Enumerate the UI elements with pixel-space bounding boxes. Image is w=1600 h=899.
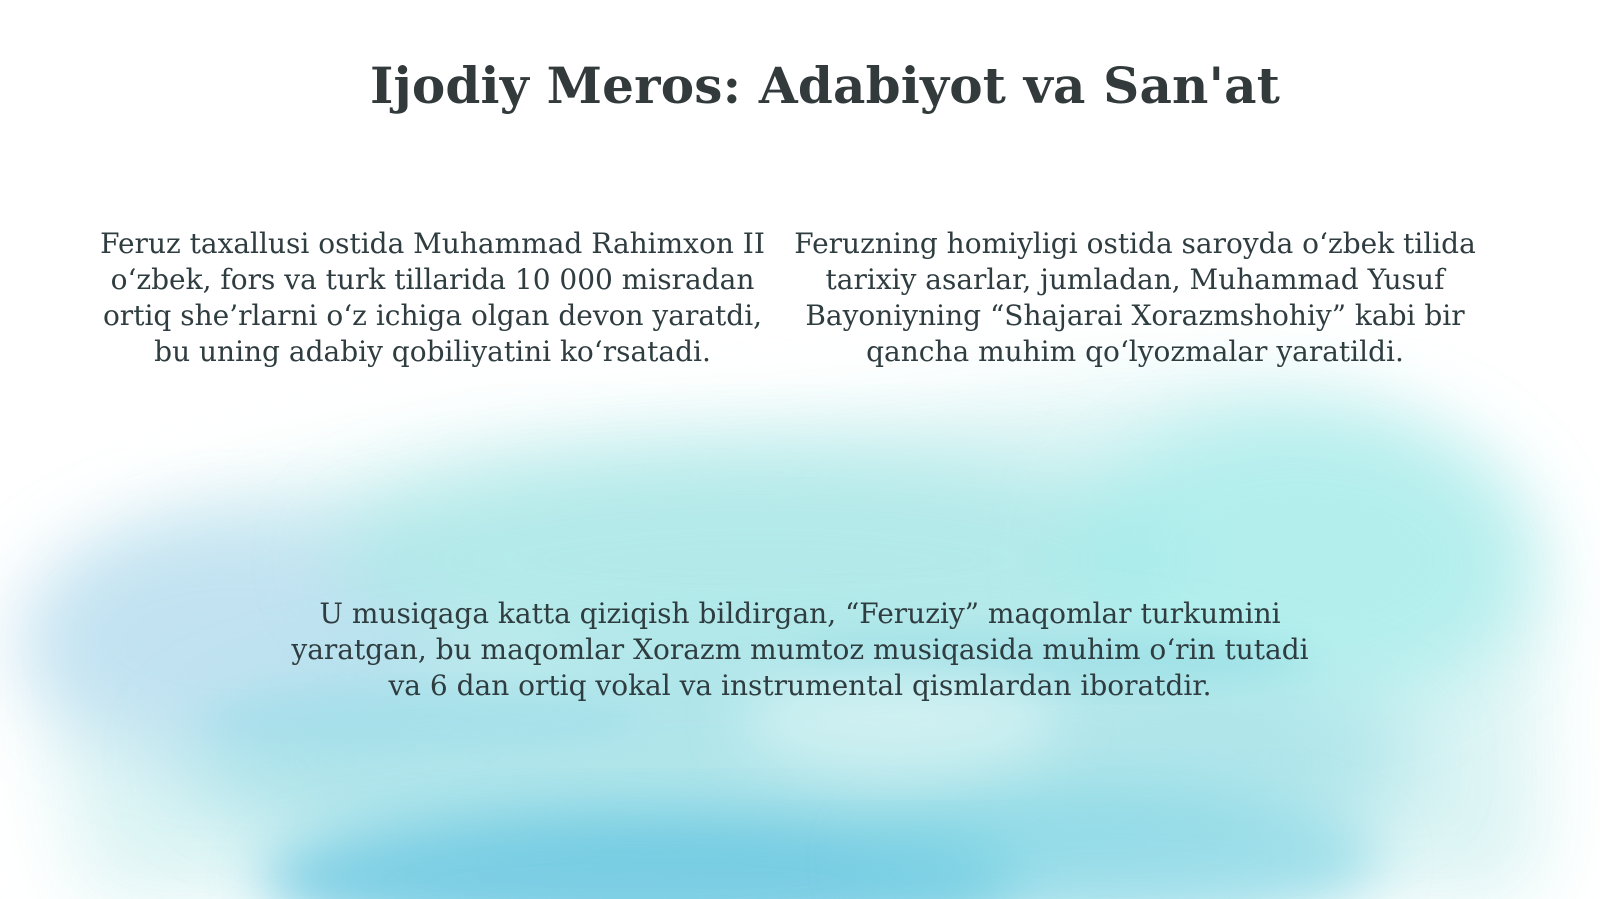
paragraph-music: U musiqaga katta qiziqish bildirgan, “Feruziy” maqomlar turkumini yaratgan, bu maqomlar Xorazm mumtoz musiqasida muhim o‘rin tutadi va 6 dan ortiq vokal va instrumental qismlardan iboratdir. (291, 597, 1309, 702)
slide-title: Ijodiy Meros: Adabiyot va San'at (369, 56, 1281, 115)
paragraph-manuscripts: Feruzning homiyligi ostida saroyda o‘zbek tilida tarixiy asarlar, jumladan, Muhammad Yusuf Bayoniyning “Shajarai Xorazmshohiy” kabi bir qancha muhim qo‘lyozmalar yaratildi. (794, 227, 1476, 368)
paragraph-literature: Feruz taxallusi ostida Muhammad Rahimxon II o‘zbek, fors va turk tillarida 10 000 misradan ortiq she’rlarni o‘z ichiga olgan devon yaratdi, bu uning adabiy qobiliyatini ko‘rsatadi. (100, 227, 765, 368)
